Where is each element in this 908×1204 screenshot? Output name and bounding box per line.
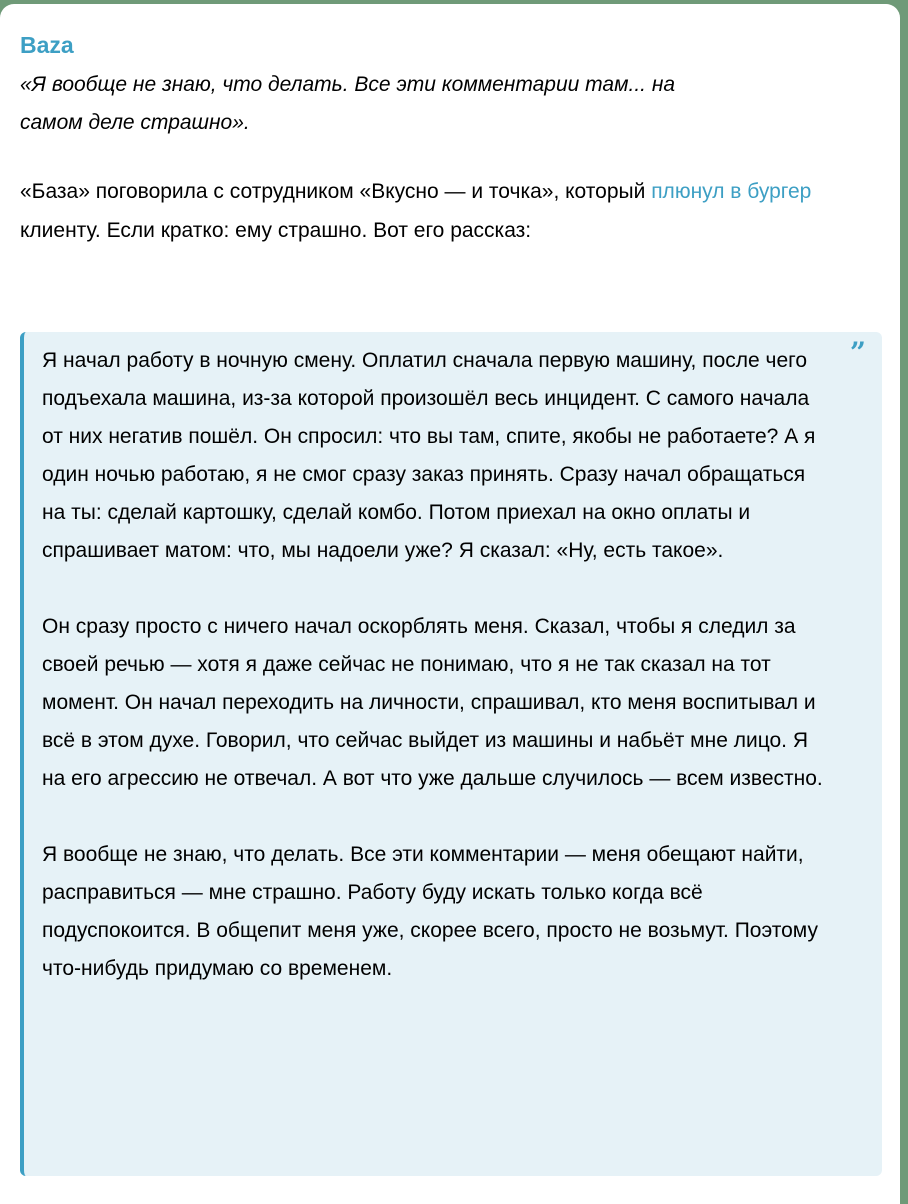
interview-blockquote [20, 332, 882, 1176]
quote-icon: ” [849, 336, 866, 369]
channel-name[interactable]: Baza [20, 32, 74, 58]
lead-text-before-link: «База» поговорила с сотрудником «Вкусно — и точка», который [20, 180, 652, 203]
lead-text-after-link: клиенту. Если кратко: ему страшно. Вот его рассказ: [20, 219, 532, 242]
lead-paragraph [20, 172, 880, 250]
blockquote-paragraph-2: Он сразу просто с ничего начал оскорблять меня. Сказал, чтобы я следил за своей речью — хотя я даже сейчас не понимаю, что я не так сказал на тот момент. Он начал переходить на личности, спрашивал, кто меня воспитывал и всё в этом духе. Говорил, что сейчас выйдет из машины и набьёт мне лицо. Я на его агрессию не отвечал. А вот что уже дальше случилось — всем известно. [42, 615, 823, 790]
story-link[interactable]: плюнул в бургер [651, 180, 812, 203]
headline-quote-line-2: самом деле страшно». [20, 111, 250, 134]
blockquote-paragraph-1: Я начал работу в ночную смену. Оплатил сначала первую машину, после чего подъехала машина, из-за которой произошёл весь инцидент. С самого начала от них негатив пошёл. Он спросил: что вы там, спите, якобы не работаете? А я один ночью работаю, я не смог сразу заказ принять. Сразу начал обращаться на ты: сделай картошку, сделай комбо. Потом приехал на окно оплаты и спрашивает матом: что, мы надоели уже? Я сказал: «Ну, есть такое». [42, 349, 816, 562]
blockquote-paragraph-3: Я вообще не знаю, что делать. Все эти комментарии — меня обещают найти, расправиться — мне страшно. Работу буду искать только когда всё подуспокоится. В общепит меня уже, скорее всего, просто не возьмут. Поэтому что-нибудь придумаю со временем. [42, 843, 818, 980]
headline-quote-line-1: «Я вообще не знаю, что делать. Все эти комментарии там... на [20, 73, 676, 96]
